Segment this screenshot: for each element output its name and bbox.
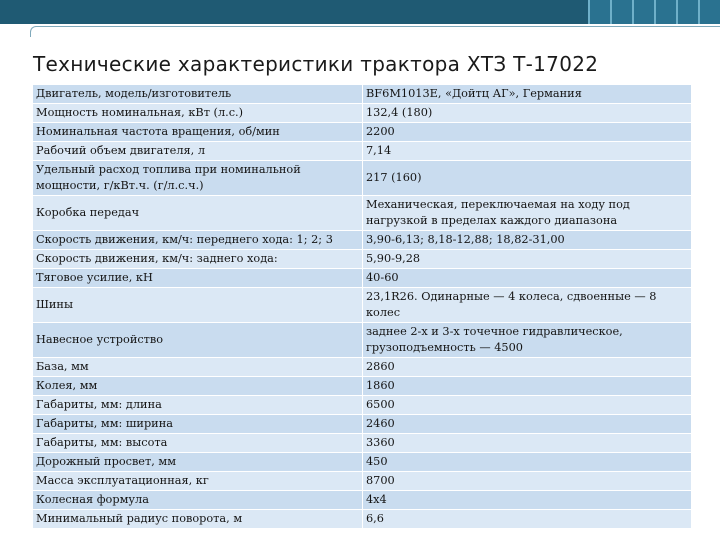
spec-value: 2860 — [363, 358, 692, 377]
spec-label: Габариты, мм: высота — [33, 434, 363, 453]
table-row — [33, 491, 692, 510]
spec-label: Рабочий объем двигателя, л — [33, 142, 363, 161]
banner-stripes — [588, 0, 720, 24]
table-row — [33, 85, 692, 104]
spec-label: Тяговое усилие, кН — [33, 269, 363, 288]
spec-label: Колея, мм — [33, 377, 363, 396]
table-row — [33, 269, 692, 288]
spec-label: Удельный расход топлива при номинальной мощности, г/кВт.ч. (г/л.с.ч.) — [33, 161, 363, 196]
spec-value: заднее 2-х и 3-х точечное гидравлическое, грузоподъемность — 4500 — [363, 323, 692, 358]
spec-label: Габариты, мм: ширина — [33, 415, 363, 434]
specs-table — [32, 84, 692, 529]
title-rule — [30, 26, 720, 37]
spec-value: 6500 — [363, 396, 692, 415]
table-row — [33, 396, 692, 415]
spec-value: 2200 — [363, 123, 692, 142]
spec-value: 1860 — [363, 377, 692, 396]
table-row — [33, 161, 692, 196]
table-row — [33, 323, 692, 358]
spec-value: 5,90-9,28 — [363, 250, 692, 269]
table-row — [33, 123, 692, 142]
table-row — [33, 231, 692, 250]
table-row — [33, 104, 692, 123]
spec-value: 3360 — [363, 434, 692, 453]
spec-label: Номинальная частота вращения, об/мин — [33, 123, 363, 142]
spec-value: 7,14 — [363, 142, 692, 161]
page-title: Технические характеристики трактора ХТЗ Т-17022 — [33, 52, 599, 76]
spec-label: Колесная формула — [33, 491, 363, 510]
table-row — [33, 377, 692, 396]
table-row — [33, 415, 692, 434]
spec-label: Мощность номинальная, кВт (л.с.) — [33, 104, 363, 123]
spec-value: 2460 — [363, 415, 692, 434]
spec-value: 40-60 — [363, 269, 692, 288]
table-row — [33, 250, 692, 269]
spec-label: Масса эксплуатационная, кг — [33, 472, 363, 491]
spec-label: Минимальный радиус поворота, м — [33, 510, 363, 529]
spec-label: Двигатель, модель/изготовитель — [33, 85, 363, 104]
table-row — [33, 472, 692, 491]
table-row — [33, 288, 692, 323]
table-row — [33, 453, 692, 472]
spec-value: 23,1R26. Одинарные — 4 колеса, сдвоенные — 8 колес — [363, 288, 692, 323]
spec-value: 3,90-6,13; 8,18-12,88; 18,82-31,00 — [363, 231, 692, 250]
spec-label: Коробка передач — [33, 196, 363, 231]
spec-value: BF6M1013E, «Дойтц АГ», Германия — [363, 85, 692, 104]
table-row — [33, 358, 692, 377]
spec-label: Навесное устройство — [33, 323, 363, 358]
table-row — [33, 434, 692, 453]
spec-value: 450 — [363, 453, 692, 472]
spec-label: Габариты, мм: длина — [33, 396, 363, 415]
table-row — [33, 196, 692, 231]
spec-value: 8700 — [363, 472, 692, 491]
spec-value: 4х4 — [363, 491, 692, 510]
spec-label: Дорожный просвет, мм — [33, 453, 363, 472]
table-row — [33, 510, 692, 529]
spec-label: Шины — [33, 288, 363, 323]
spec-label: Скорость движения, км/ч: переднего хода: 1; 2; 3 — [33, 231, 363, 250]
spec-value: Механическая, переключаемая на ходу под нагрузкой в пределах каждого диапазона — [363, 196, 692, 231]
spec-value: 132,4 (180) — [363, 104, 692, 123]
spec-label: База, мм — [33, 358, 363, 377]
table-row — [33, 142, 692, 161]
top-banner — [0, 0, 720, 24]
spec-label: Скорость движения, км/ч: заднего хода: — [33, 250, 363, 269]
spec-value: 6,6 — [363, 510, 692, 529]
spec-value: 217 (160) — [363, 161, 692, 196]
